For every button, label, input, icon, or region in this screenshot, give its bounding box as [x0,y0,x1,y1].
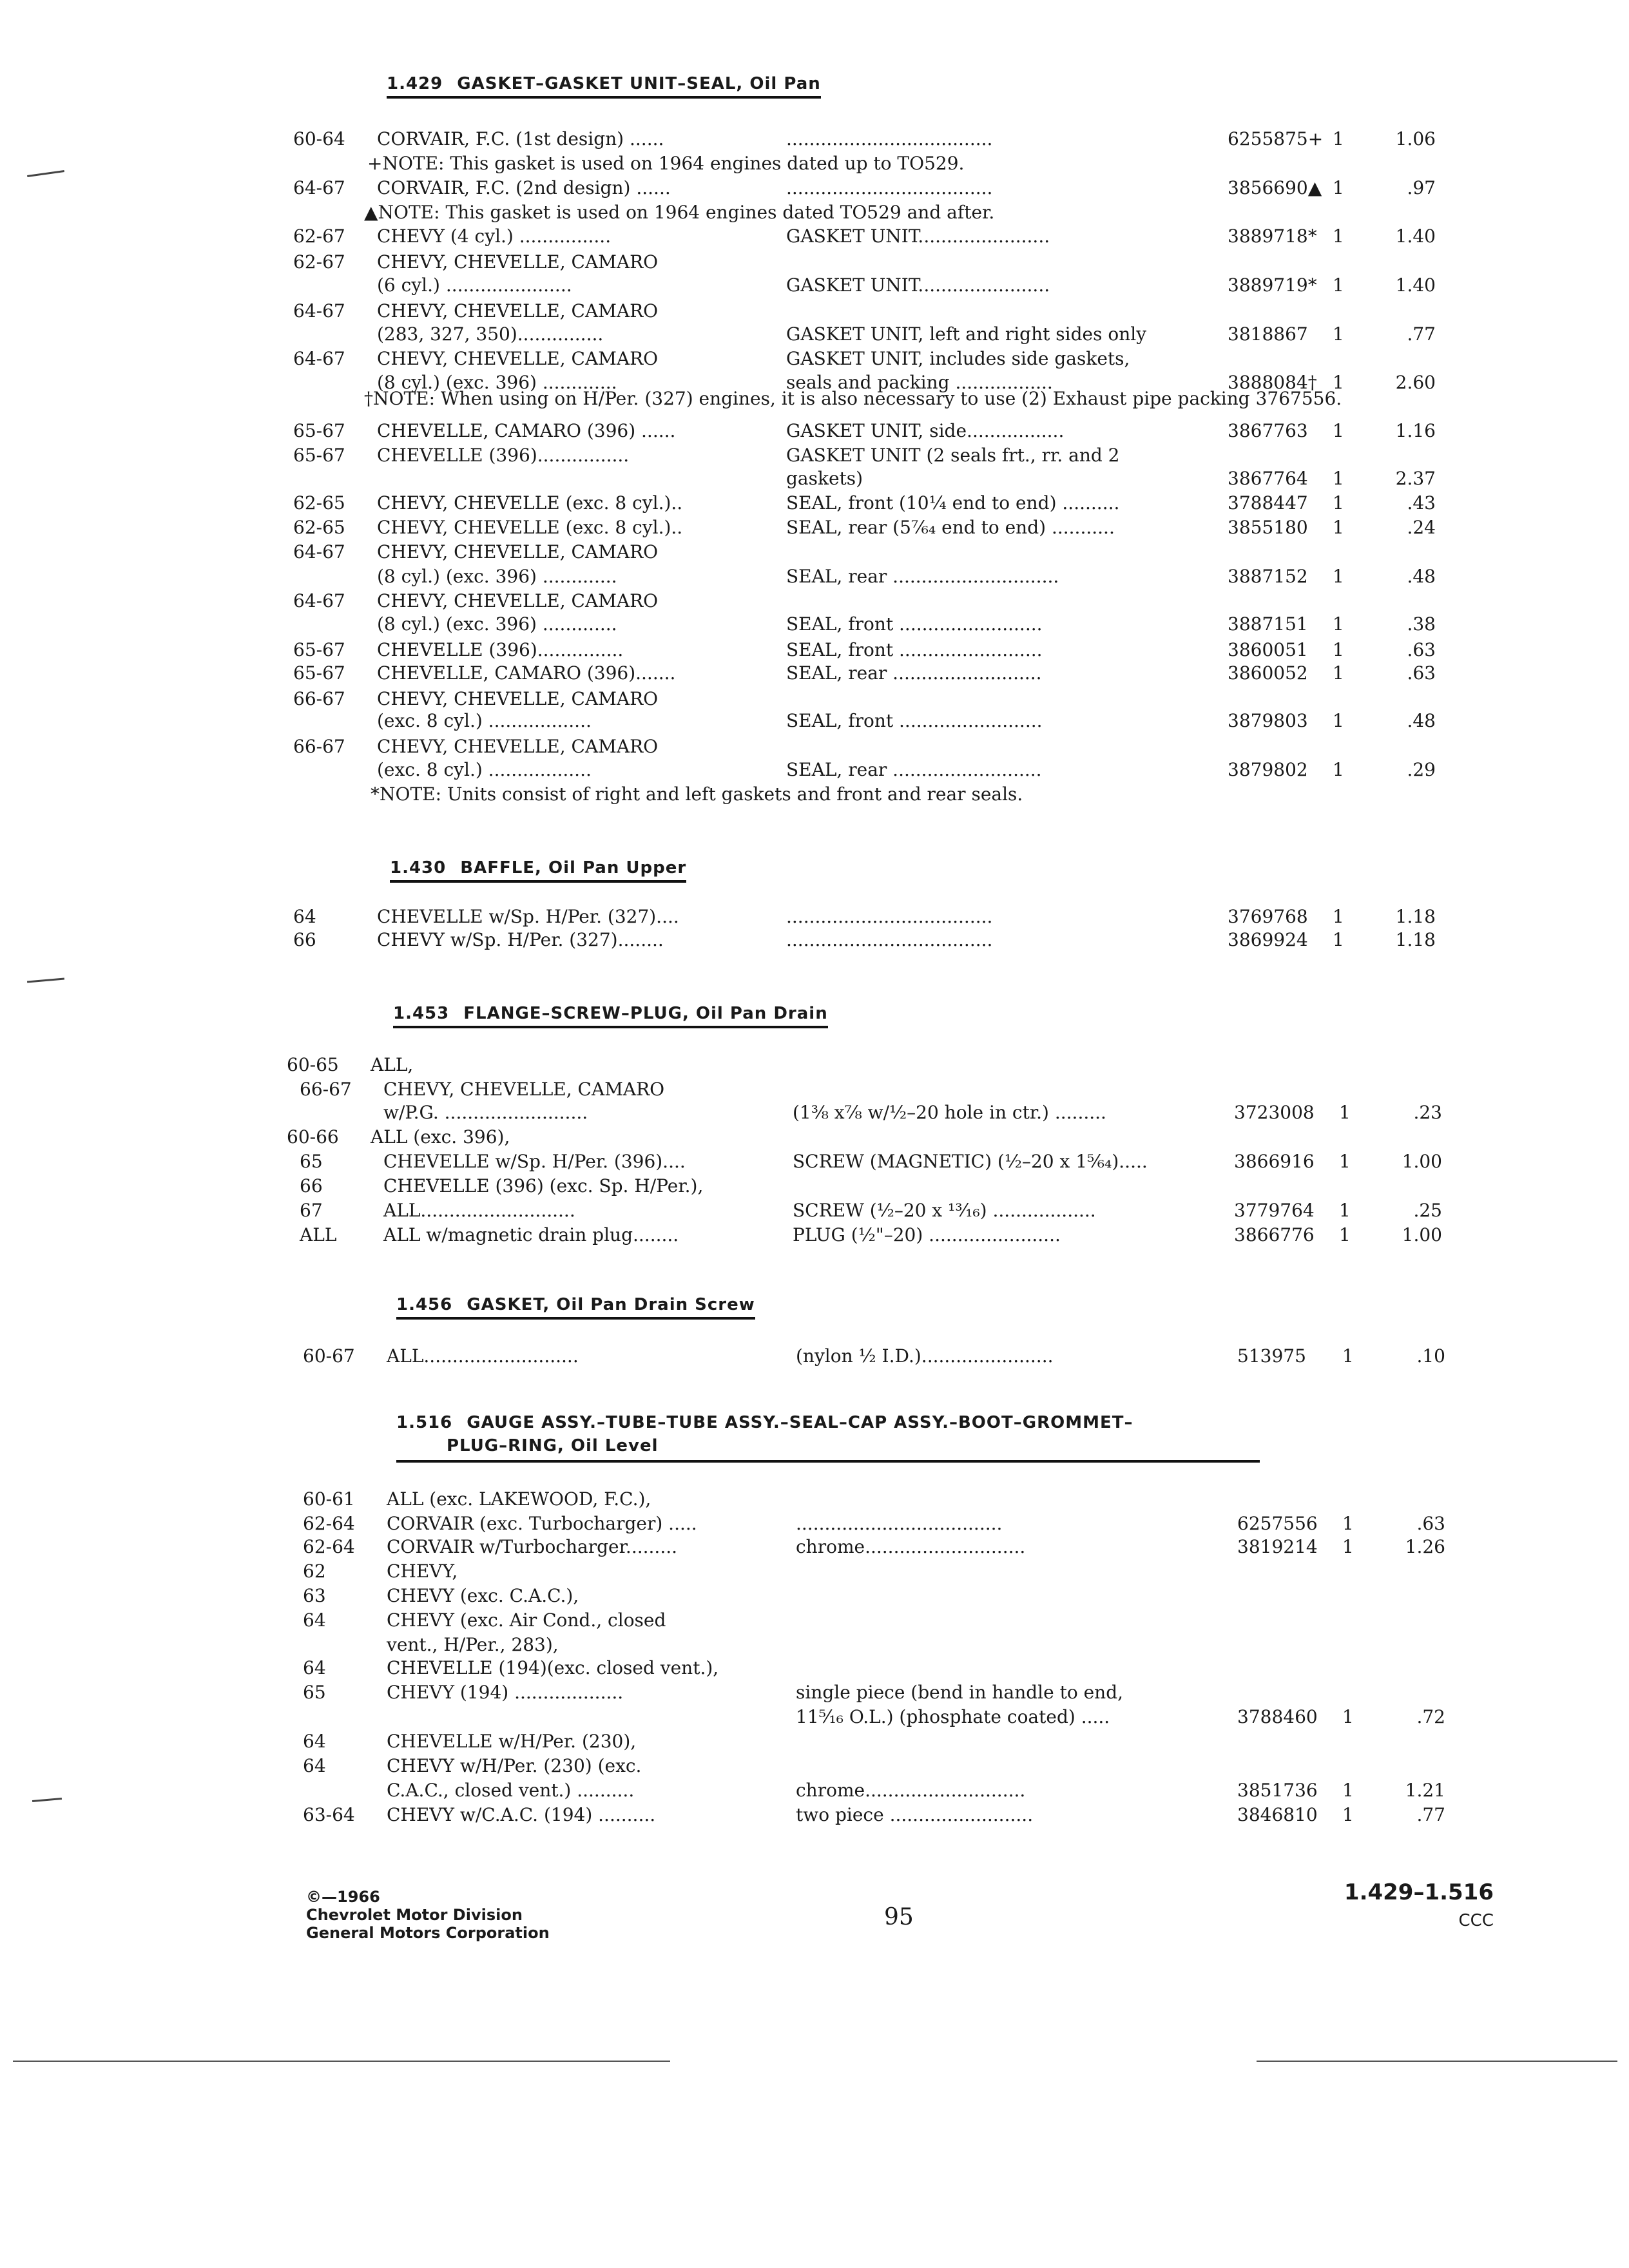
model-years: 63 [303,1585,326,1606]
section-number: 1.516 [396,1413,453,1432]
application: CHEVY (4 cyl.) ................ [377,226,612,247]
section-heading-1516 [396,1411,1260,1463]
list-price: .25 [1413,1200,1442,1221]
description: .................................... [786,177,993,198]
list-price: .63 [1416,1513,1445,1534]
model-years: 64 [303,1755,326,1776]
section-number: 1.429 [387,74,443,93]
quantity: 1 [1333,420,1344,441]
list-price: .23 [1413,1102,1442,1123]
application: ALL (exc. LAKEWOOD, F.C.), [387,1488,651,1510]
description: PLUG (½"–20) ....................... [793,1224,1061,1245]
list-price: .48 [1407,710,1436,731]
model-years: 65-67 [293,420,345,441]
description: SEAL, rear .......................... [786,759,1042,780]
model-years: 65-67 [293,662,345,684]
application: CORVAIR, F.C. (1st design) ...... [377,128,664,149]
note-line: ▲NOTE: This gasket is used on 1964 engines dated TO529 and after. [364,202,995,223]
description: .................................... [786,929,993,950]
application: ALL........................... [383,1200,575,1221]
model-years: 60-61 [303,1488,355,1510]
table-row [0,176,1629,200]
quantity: 1 [1342,1706,1354,1727]
section-heading-1456 [396,1295,755,1320]
table-row [0,687,1629,711]
model-years: 62 [303,1561,326,1582]
table-row [0,1656,1629,1680]
quantity: 1 [1339,1200,1351,1221]
list-price: 2.37 [1395,468,1436,489]
model-years: 66-67 [293,688,345,709]
model-years: 66-67 [300,1079,352,1100]
part-number: 3888084† [1228,372,1317,393]
part-number: 513975 [1237,1345,1306,1367]
application: CHEVY w/Sp. H/Per. (327)........ [377,929,664,950]
part-number: 3887152 [1228,566,1308,587]
model-years: 64 [303,1657,326,1678]
table-row [0,419,1629,443]
table-row [0,612,1629,637]
table-row [0,1680,1629,1705]
application: ALL........................... [387,1345,579,1367]
model-years: 64 [303,1610,326,1631]
part-number: 3889718* [1228,226,1317,247]
model-years: 65 [303,1682,326,1703]
list-price: .10 [1416,1345,1445,1367]
list-price: 1.21 [1405,1780,1445,1801]
table-row [0,1633,1629,1657]
quantity: 1 [1333,492,1344,514]
part-number: 3866776 [1234,1224,1315,1245]
table-row [0,370,1629,395]
model-years: 62-65 [293,492,345,514]
description: two piece ......................... [796,1804,1034,1825]
list-price: .77 [1407,323,1436,345]
table-row [0,758,1629,782]
table-row [0,443,1629,468]
application: (8 cyl.) (exc. 396) ............. [377,372,617,393]
application: CHEVY, CHEVELLE, CAMARO [377,590,659,611]
list-price: 1.40 [1395,226,1436,247]
application: (exc. 8 cyl.) .................. [377,710,592,731]
quantity: 1 [1333,517,1344,538]
table-row [0,1803,1629,1827]
table-row [0,273,1629,298]
description: (nylon ½ I.D.)....................... [796,1345,1054,1367]
description: SEAL, front ......................... [786,639,1043,660]
description: .................................... [786,128,993,149]
part-number: 3851736 [1237,1780,1318,1801]
note-line: †NOTE: When using on H/Per. (327) engines, it is also necessary to use (2) Exhaust pipe packing 3767556. [364,388,1342,409]
table-row [0,1198,1629,1223]
application: CHEVY, CHEVELLE, CAMARO [377,300,659,322]
application: CORVAIR (exc. Turbocharger) ..... [387,1513,697,1534]
table-row [0,491,1629,515]
table-row [0,1174,1629,1198]
quantity: 1 [1333,323,1344,345]
description: GASKET UNIT (2 seals frt., rr. and 2 [786,445,1120,466]
model-years: 63-64 [303,1804,355,1825]
part-number: 3788447 [1228,492,1308,514]
description: SCREW (½–20 x ¹³⁄₁₆) .................. [793,1200,1096,1221]
application: ALL (exc. 396), [371,1126,510,1148]
description: chrome............................ [796,1536,1026,1557]
list-price: .97 [1407,177,1436,198]
note-line: +NOTE: This gasket is used on 1964 engines dated up to TO529. [367,153,965,174]
part-number: 3855180 [1228,517,1308,538]
application: CHEVELLE w/H/Per. (230), [387,1731,637,1752]
quantity: 1 [1333,177,1344,198]
application: CHEVY, CHEVELLE (exc. 8 cyl.).. [377,492,683,514]
application: CHEVY w/C.A.C. (194) .......... [387,1804,656,1825]
table-row [0,299,1629,323]
section-title: GASKET, Oil Pan Drain Screw [467,1295,755,1314]
quantity: 1 [1333,468,1344,489]
application: ALL w/magnetic drain plug........ [383,1224,679,1245]
model-years: 64 [303,1731,326,1752]
scan-edge-line [1257,2061,1617,2062]
model-years: 64-67 [293,177,345,198]
part-number: 3879803 [1228,710,1308,731]
application: CHEVY, CHEVELLE, CAMARO [377,541,659,562]
application: (exc. 8 cyl.) .................. [377,759,592,780]
application: ALL, [371,1054,414,1075]
table-row [0,515,1629,540]
application: CHEVELLE, CAMARO (396) ...... [377,420,676,441]
table-row [0,928,1629,952]
quantity: 1 [1339,1224,1351,1245]
part-number: 3818867 [1228,323,1308,345]
table-row [0,127,1629,151]
part-number: 3860052 [1228,662,1308,684]
model-years: 66-67 [293,736,345,757]
catalog-code: CCC [1458,1911,1494,1930]
description: SEAL, front ......................... [786,710,1043,731]
table-row [0,322,1629,347]
table-row [0,1608,1629,1633]
list-price: .24 [1407,517,1436,538]
table-row [0,1344,1629,1369]
description: SEAL, rear ............................. [786,566,1059,587]
list-price: 1.18 [1395,929,1436,950]
quantity: 1 [1333,759,1344,780]
description: single piece (bend in handle to end, [796,1682,1124,1703]
description: GASKET UNIT, side................. [786,420,1065,441]
application: C.A.C., closed vent.) .......... [387,1780,635,1801]
copyright: ©—1966 [306,1888,380,1906]
list-price: 1.06 [1395,128,1436,149]
page-number: 95 [884,1904,914,1930]
model-years: 62-67 [293,251,345,273]
section-heading-1453 [393,1004,828,1028]
quantity: 1 [1333,226,1344,247]
list-price: .29 [1407,759,1436,780]
model-years: 65-67 [293,445,345,466]
application: CHEVY, CHEVELLE, CAMARO [377,348,659,369]
table-row [0,709,1629,733]
quantity: 1 [1342,1513,1354,1534]
description: SEAL, front (10¼ end to end) .......... [786,492,1120,514]
part-number: 3723008 [1234,1102,1315,1123]
group-range: 1.429–1.516 [1344,1879,1494,1905]
table-row [0,1512,1629,1536]
application: CHEVELLE w/Sp. H/Per. (327).... [377,906,679,927]
part-number: 3869924 [1228,929,1308,950]
part-number: 3879802 [1228,759,1308,780]
list-price: .77 [1416,1804,1445,1825]
model-years: 64 [293,906,316,927]
model-years: 62-65 [293,517,345,538]
section-number: 1.430 [390,858,447,878]
application: w/P.G. ......................... [383,1102,588,1123]
application: CHEVELLE (396) (exc. Sp. H/Per.), [383,1175,704,1196]
quantity: 1 [1339,1151,1351,1172]
section-heading-1429 [387,74,821,99]
model-years: 60-64 [293,128,345,149]
section-title: FLANGE–SCREW–PLUG, Oil Pan Drain [463,1004,828,1023]
quantity: 1 [1333,662,1344,684]
quantity: 1 [1342,1780,1354,1801]
model-years: 66 [293,929,316,950]
application: CHEVY w/H/Per. (230) (exc. [387,1755,642,1776]
application: CHEVELLE, CAMARO (396)....... [377,662,676,684]
table-row [0,564,1629,589]
part-number: 6257556 [1237,1513,1318,1534]
table-row [0,1754,1629,1778]
description: .................................... [796,1513,1003,1534]
section-heading-1430 [390,858,686,883]
model-years: 64-67 [293,300,345,322]
section-title: GASKET–GASKET UNIT–SEAL, Oil Pan [457,74,821,93]
application: CHEVY (194) ................... [387,1682,624,1703]
quantity: 1 [1333,372,1344,393]
part-number: 6255875+ [1228,128,1324,149]
margin-mark [27,977,64,983]
description: .................................... [786,906,993,927]
model-years: 64-67 [293,541,345,562]
model-years: ALL [300,1224,337,1245]
part-number: 3866916 [1234,1151,1315,1172]
quantity: 1 [1333,710,1344,731]
table-row [0,735,1629,759]
part-number: 3788460 [1237,1706,1318,1727]
table-row [0,347,1629,371]
quantity: 1 [1339,1102,1351,1123]
description: SEAL, rear (5⁷⁄₆₄ end to end) ........... [786,517,1115,538]
description: SEAL, front ......................... [786,613,1043,635]
part-number: 3846810 [1237,1804,1318,1825]
application: (8 cyl.) (exc. 396) ............. [377,566,617,587]
description: GASKET UNIT, left and right sides only [786,323,1147,345]
application: (8 cyl.) (exc. 396) ............. [377,613,617,635]
footer-publisher [306,1888,550,1942]
quantity: 1 [1333,639,1344,660]
description: SEAL, rear .......................... [786,662,1042,684]
table-row [0,1729,1629,1754]
list-price: 2.60 [1395,372,1436,393]
list-price: .63 [1407,662,1436,684]
quantity: 1 [1342,1804,1354,1825]
table-row [0,1559,1629,1584]
application: (283, 327, 350)............... [377,323,604,345]
application: CHEVELLE w/Sp. H/Per. (396).... [383,1151,686,1172]
list-price: 1.26 [1405,1536,1445,1557]
quantity: 1 [1333,929,1344,950]
description: GASKET UNIT....................... [786,274,1050,296]
model-years: 60-65 [287,1054,339,1075]
application: CHEVY, CHEVELLE, CAMARO [377,251,659,273]
model-years: 60-67 [303,1345,355,1367]
description: SCREW (MAGNETIC) (½–20 x 1⁵⁄₆₄)..... [793,1151,1148,1172]
list-price: 1.18 [1395,906,1436,927]
table-row [0,1584,1629,1608]
table-row [0,540,1629,564]
section-title: BAFFLE, Oil Pan Upper [460,858,687,878]
table-row [0,466,1629,491]
model-years: 62-67 [293,226,345,247]
application: CHEVY (exc. Air Cond., closed [387,1610,666,1631]
application: CHEVY, CHEVELLE, CAMARO [383,1079,665,1100]
table-row [0,1487,1629,1512]
list-price: .72 [1416,1706,1445,1727]
application: (6 cyl.) ...................... [377,274,572,296]
list-price: 1.00 [1402,1151,1442,1172]
table-row [0,589,1629,613]
description: gaskets) [786,468,863,489]
table-row [0,1125,1629,1149]
list-price: 1.00 [1402,1224,1442,1245]
application: vent., H/Per., 283), [387,1634,559,1655]
table-row [0,638,1629,662]
quantity: 1 [1342,1345,1354,1367]
application: CORVAIR w/Turbocharger......... [387,1536,678,1557]
part-number: 3856690▲ [1228,177,1322,198]
list-price: 1.40 [1395,274,1436,296]
table-row [0,224,1629,249]
footer-range [1344,1878,1494,1935]
table-row [0,661,1629,686]
section-number: 1.456 [396,1295,453,1314]
model-years: 65-67 [293,639,345,660]
model-years: 60-66 [287,1126,339,1148]
quantity: 1 [1333,613,1344,635]
corporation-name: General Motors Corporation [306,1924,550,1942]
model-years: 62-64 [303,1513,355,1534]
list-price: 1.16 [1395,420,1436,441]
note-line: *NOTE: Units consist of right and left gaskets and front and rear seals. [371,783,1023,805]
application: CHEVY (exc. C.A.C.), [387,1585,579,1606]
part-number: 3819214 [1237,1536,1318,1557]
application: CHEVELLE (194)(exc. closed vent.), [387,1657,719,1678]
quantity: 1 [1333,566,1344,587]
part-number: 3887151 [1228,613,1308,635]
part-number: 3860051 [1228,639,1308,660]
section-title-cont: PLUG–RING, Oil Level [447,1436,659,1456]
table-row [0,1149,1629,1174]
application: CHEVY, CHEVELLE (exc. 8 cyl.).. [377,517,683,538]
table-row [0,1535,1629,1559]
table-row [0,1077,1629,1102]
list-price: .38 [1407,613,1436,635]
part-number: 3779764 [1234,1200,1315,1221]
model-years: 65 [300,1151,323,1172]
list-price: .63 [1407,639,1436,660]
table-row [0,1053,1629,1077]
part-number: 3889719* [1228,274,1317,296]
section-title: GAUGE ASSY.–TUBE–TUBE ASSY.–SEAL–CAP ASSY.–BOOT–GROMMET– [467,1413,1133,1432]
quantity: 1 [1342,1536,1354,1557]
part-number: 3769768 [1228,906,1308,927]
section-number: 1.453 [393,1004,450,1023]
model-years: 64-67 [293,348,345,369]
description: GASKET UNIT, includes side gaskets, [786,348,1130,369]
table-row [0,1100,1629,1125]
part-number: 3867763 [1228,420,1308,441]
application: CHEVELLE (396)................ [377,445,630,466]
model-years: 66 [300,1175,323,1196]
list-price: .48 [1407,566,1436,587]
table-row [0,250,1629,274]
application: CHEVY, CHEVELLE, CAMARO [377,736,659,757]
scan-edge-line [13,2061,670,2062]
model-years: 62-64 [303,1536,355,1557]
table-row [0,1778,1629,1803]
division-name: Chevrolet Motor Division [306,1906,523,1924]
application: CHEVY, CHEVELLE, CAMARO [377,688,659,709]
list-price: .43 [1407,492,1436,514]
quantity: 1 [1333,128,1344,149]
description: GASKET UNIT....................... [786,226,1050,247]
description: chrome............................ [796,1780,1026,1801]
description: (1⅜ x⅞ w/½–20 hole in ctr.) ......... [793,1102,1106,1123]
application: CORVAIR, F.C. (2nd design) ...... [377,177,671,198]
table-row [0,1223,1629,1247]
quantity: 1 [1333,906,1344,927]
model-years: 67 [300,1200,323,1221]
table-row [0,1705,1629,1729]
description: 11⁵⁄₁₆ O.L.) (phosphate coated) ..... [796,1706,1110,1727]
model-years: 64-67 [293,590,345,611]
table-row [0,905,1629,929]
part-number: 3867764 [1228,468,1308,489]
quantity: 1 [1333,274,1344,296]
description: seals and packing ................. [786,372,1053,393]
application: CHEVY, [387,1561,458,1582]
application: CHEVELLE (396)............... [377,639,624,660]
